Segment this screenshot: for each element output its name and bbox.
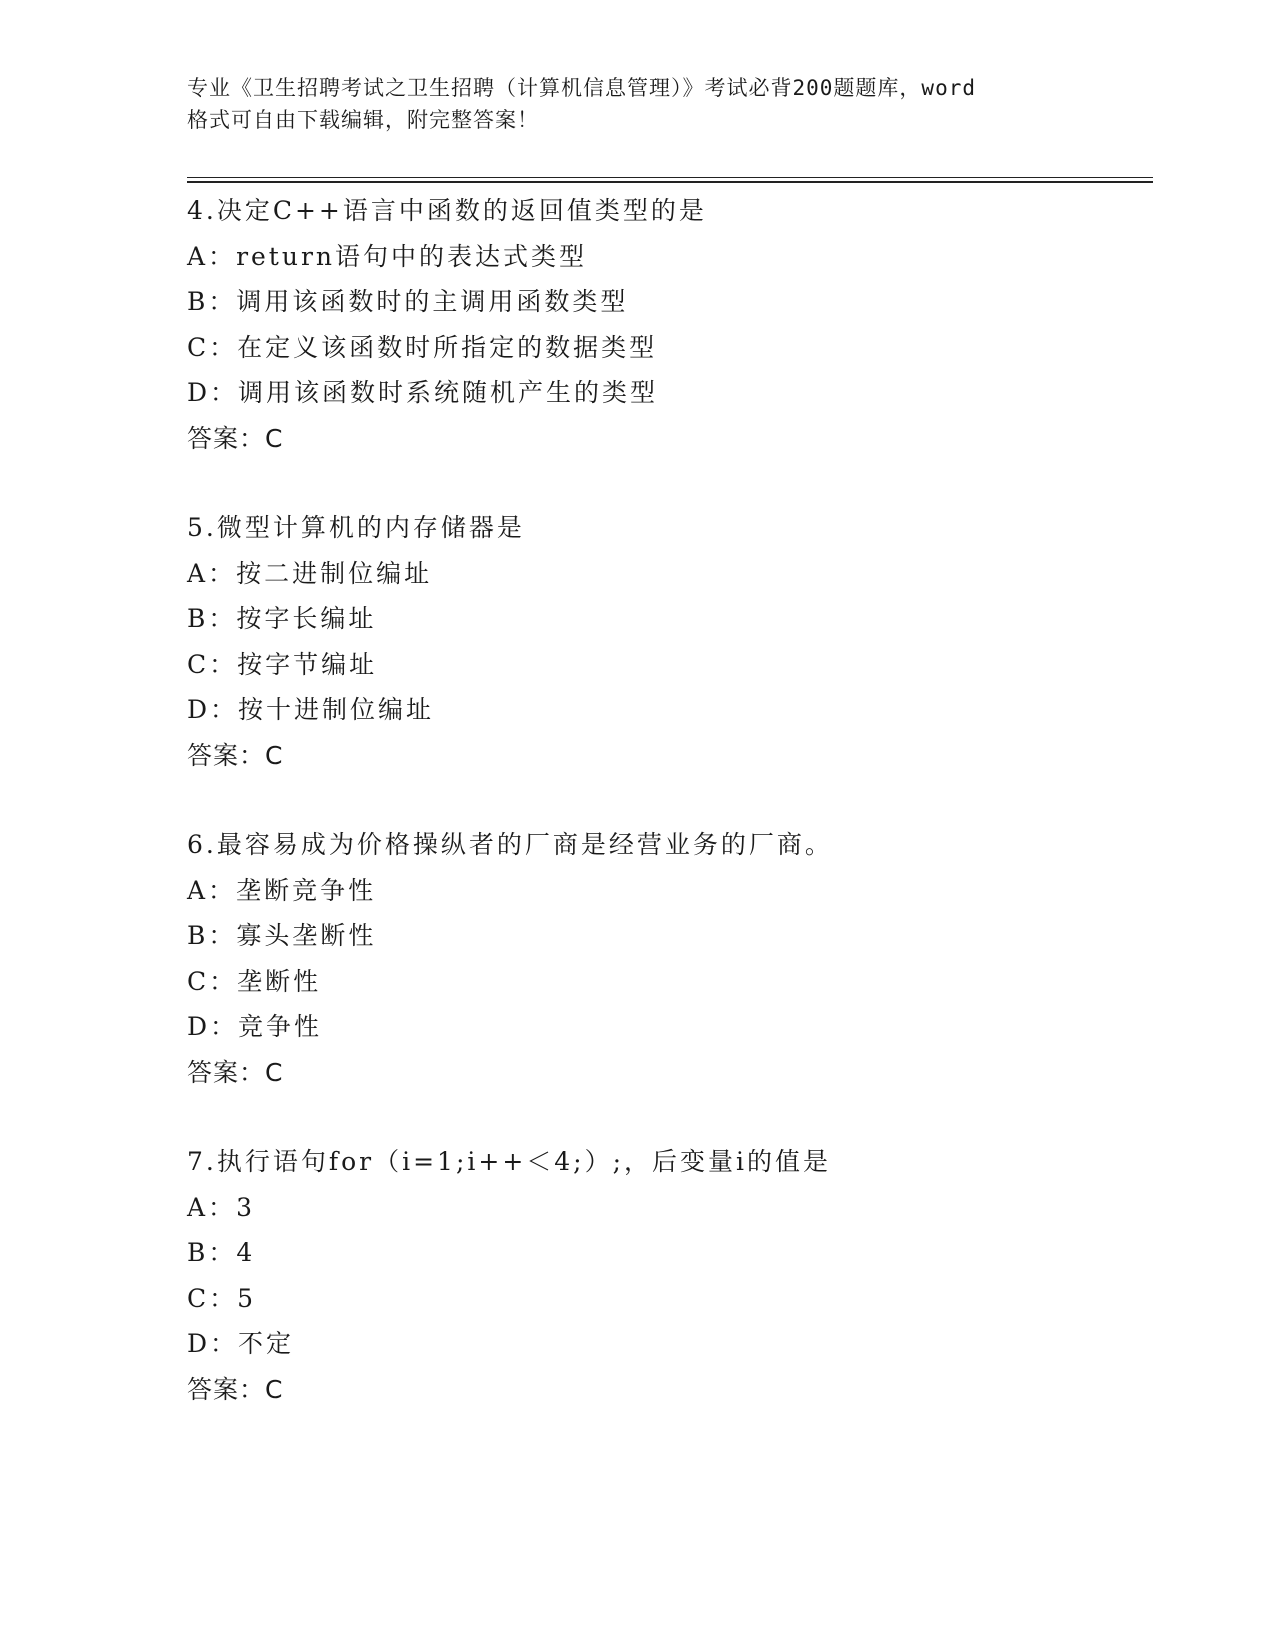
option-key: A： — [187, 875, 237, 905]
question-stem: 7.执行语句for（i=1;i++＜4;）;，后变量i的值是 — [187, 1147, 832, 1176]
header-line-2: 格式可自由下载编辑，附完整答案！ — [187, 108, 539, 132]
option-d — [187, 1004, 1187, 1050]
option-d — [187, 687, 1187, 733]
question-block — [187, 822, 1187, 1095]
option-key: C： — [187, 966, 238, 996]
option-d — [187, 1321, 1187, 1367]
option-text: 垄断性 — [237, 966, 322, 996]
option-text: 寡头垄断性 — [236, 921, 377, 950]
option-text: 4 — [236, 1238, 256, 1267]
question-stem: 5.微型计算机的内存储器是 — [187, 513, 525, 542]
option-text: 按二进制位编址 — [236, 558, 433, 588]
option-d — [187, 370, 1187, 416]
option-b — [187, 1230, 1187, 1276]
question-block — [187, 1139, 1187, 1412]
header-divider-top — [187, 177, 1153, 178]
answer-line: 答案：C — [187, 1374, 284, 1404]
option-key: A： — [187, 1192, 237, 1222]
header-divider-bottom — [187, 181, 1153, 183]
answer-line: 答案：C — [187, 740, 284, 770]
question-list — [187, 188, 1187, 1412]
option-text: 不定 — [238, 1329, 295, 1358]
option-key: C： — [187, 1283, 238, 1313]
option-key: A： — [187, 558, 237, 588]
option-text: 按字节编址 — [237, 649, 378, 679]
option-key: B： — [187, 604, 237, 633]
option-text: 3 — [236, 1192, 255, 1222]
option-a — [187, 868, 1187, 914]
option-c — [187, 1276, 1187, 1322]
option-key: D： — [187, 695, 239, 724]
option-c — [187, 642, 1187, 688]
answer-line: 答案：C — [187, 423, 284, 453]
option-key: B： — [187, 287, 237, 316]
option-b — [187, 596, 1187, 642]
option-b — [187, 279, 1187, 325]
option-text: 调用该函数时的主调用函数类型 — [236, 287, 629, 316]
question-block — [187, 505, 1187, 778]
option-key: D： — [187, 378, 239, 407]
question-block — [187, 188, 1187, 461]
option-key: C： — [187, 649, 238, 679]
option-text: 按十进制位编址 — [238, 695, 435, 724]
option-text: 按字长编址 — [236, 604, 377, 633]
question-stem: 6.最容易成为价格操纵者的厂商是经营业务的厂商。 — [187, 830, 833, 859]
option-text: 竞争性 — [238, 1012, 323, 1041]
option-c — [187, 959, 1187, 1005]
header-line-1: 专业《卫生招聘考试之卫生招聘（计算机信息管理）》考试必背200题题库，word — [187, 76, 976, 100]
option-text: 在定义该函数时所指定的数据类型 — [237, 332, 658, 362]
question-stem: 4.决定C++语言中函数的返回值类型的是 — [187, 196, 707, 225]
option-a — [187, 551, 1187, 597]
option-text: 垄断竞争性 — [236, 875, 377, 905]
option-text: 5 — [237, 1283, 257, 1313]
document-header — [187, 72, 1087, 136]
option-key: D： — [187, 1329, 239, 1358]
option-key: A： — [187, 241, 237, 271]
option-key: B： — [187, 921, 237, 950]
option-text: 调用该函数时系统随机产生的类型 — [238, 378, 659, 407]
option-b — [187, 913, 1187, 959]
option-key: D： — [187, 1012, 239, 1041]
answer-line: 答案：C — [187, 1057, 284, 1087]
option-text: return语句中的表达式类型 — [236, 241, 588, 271]
option-a — [187, 1185, 1187, 1231]
option-a — [187, 234, 1187, 280]
option-key: C： — [187, 332, 238, 362]
option-c — [187, 325, 1187, 371]
option-key: B： — [187, 1238, 237, 1267]
